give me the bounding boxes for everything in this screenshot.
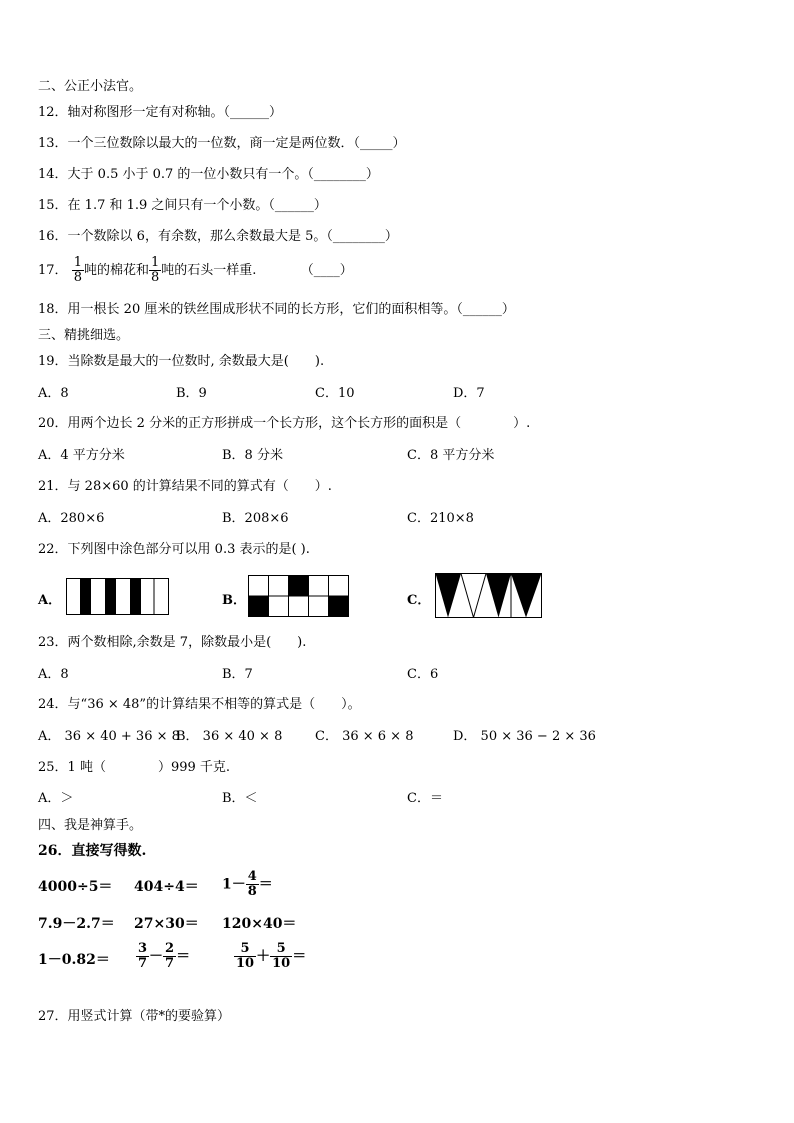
question-23-stem: 23．两个数相除,余数是 7，除数最小是( ). <box>38 635 307 650</box>
q17-number: 17． <box>38 263 68 278</box>
q26-r3c2-num2: 2 <box>165 941 175 956</box>
q26-item-27-times-30: 27×30＝ <box>134 916 199 932</box>
q26-r3c2-den2: 7 <box>165 956 175 971</box>
q23-option-a: A．8 <box>38 667 69 682</box>
q26-r3c2-fraction-2 <box>163 942 176 971</box>
question-20-stem: 20．用两个边长 2 分米的正方形拼成一个长方形，这个长方形的面积是（ ）. <box>38 416 531 431</box>
q21-option-c: C．210×8 <box>407 511 474 526</box>
question-25-stem: 25．1 吨（ ）999 千克. <box>38 760 231 775</box>
question-24-stem: 24．与“36 × 48”的计算结果不相等的算式是（ ）。 <box>38 697 361 712</box>
q24-option-d: D． 50 × 36 − 2 × 36 <box>453 729 596 744</box>
q26-r1c3-fraction <box>246 870 259 899</box>
q17-frac1-denominator: 8 <box>73 270 82 285</box>
q22-figure-c <box>435 573 542 622</box>
q26-r3c2-equals: ＝ <box>176 948 191 965</box>
q17-answer-blank: （____） <box>300 263 353 278</box>
q26-r1c3-den: 8 <box>247 884 257 899</box>
q17-fraction-1 <box>72 256 84 285</box>
q26-r3c2-operator: － <box>149 948 164 965</box>
q26-item-5-10-plus-5-10 <box>234 942 306 971</box>
question-19-stem: 19．当除数是最大的一位数时, 余数最大是( ). <box>38 354 325 369</box>
question-12: 12．轴对称图形一定有对称轴。（______） <box>38 105 283 120</box>
q21-option-b: B．208×6 <box>222 511 289 526</box>
question-17 <box>38 256 353 285</box>
q22-label-a: A． <box>38 593 62 608</box>
question-26-title: 26．直接写得数. <box>38 843 147 859</box>
q26-r1c3-equals: ＝ <box>258 876 273 893</box>
q17-fraction-2 <box>149 256 161 285</box>
q17-frac2-denominator: 8 <box>150 270 160 285</box>
question-15: 15．在 1.7 和 1.9 之间只有一个小数。（______） <box>38 198 327 213</box>
q19-option-b: B．9 <box>176 386 207 401</box>
q25-option-a: A．＞ <box>38 791 74 806</box>
q26-item-3-7-minus-2-7 <box>136 942 190 971</box>
q26-item-120-times-40: 120×40＝ <box>222 916 297 932</box>
q22-label-b: B． <box>222 593 246 608</box>
question-13: 13．一个三位数除以最大的一位数，商一定是两位数．（_____） <box>38 136 406 151</box>
q19-option-d: D．7 <box>453 386 485 401</box>
q22-label-c: C． <box>407 593 431 608</box>
q26-r3c3-den2: 10 <box>272 956 291 971</box>
section-three-title: 三、精挑细选。 <box>38 328 130 343</box>
q26-item-4000-div-5: 4000÷5＝ <box>38 879 113 895</box>
q21-option-a: A．280×6 <box>38 511 105 526</box>
q23-option-b: B．7 <box>222 667 253 682</box>
q17-frac1-numerator: 1 <box>73 255 82 270</box>
q19-option-a: A．8 <box>38 386 69 401</box>
q26-item-7-9-minus-2-7: 7.9－2.7＝ <box>38 916 115 932</box>
section-two-title: 二、公正小法官。 <box>38 79 143 94</box>
q23-option-c: C．6 <box>407 667 439 682</box>
q19-option-c: C．10 <box>315 386 355 401</box>
q26-item-404-div-4: 404÷4＝ <box>134 879 199 895</box>
question-22-stem: 22．下列图中涂色部分可以用 0.3 表示的是( ). <box>38 542 310 557</box>
q25-option-b: B．＜ <box>222 791 258 806</box>
q26-r3c3-den1: 10 <box>236 956 255 971</box>
q17-middle-text: 吨的棉花和 <box>83 263 149 278</box>
q26-r3c2-den1: 7 <box>138 956 148 971</box>
section-four-title: 四、我是神算手。 <box>38 818 143 833</box>
q22-figure-b <box>248 575 349 621</box>
q26-r3c3-fraction-1 <box>234 942 256 971</box>
q26-item-1-minus-0-82: 1－0.82＝ <box>38 952 110 968</box>
question-16: 16．一个数除以 6，有余数，那么余数最大是 5。（________） <box>38 229 398 244</box>
q26-r3c3-num1: 5 <box>234 942 256 957</box>
q24-option-b: B． 36 × 40 × 8 <box>176 729 283 744</box>
q17-frac2-numerator: 1 <box>150 255 160 270</box>
q26-r3c3-operator: ＋ <box>256 948 271 965</box>
question-21-stem: 21．与 28×60 的计算结果不同的算式有（ ）. <box>38 479 332 494</box>
q20-option-b: B．8 分米 <box>222 448 283 463</box>
q24-option-a: A． 36 × 40 + 36 × 8 <box>38 729 180 744</box>
q25-option-c: C．＝ <box>407 791 443 806</box>
q20-option-a: A．4 平方分米 <box>38 448 125 463</box>
q26-r3c3-num2: 5 <box>270 942 292 957</box>
q26-r3c3-fraction-2 <box>270 942 292 971</box>
q22-figure-a <box>66 578 169 619</box>
q26-r3c2-num1: 3 <box>138 941 148 956</box>
question-18: 18．用一根长 20 厘米的铁丝围成形状不同的长方形，它们的面积相等。（______） <box>38 302 515 317</box>
q26-r3c3-equals: ＝ <box>292 948 307 965</box>
question-14: 14．大于 0.5 小于 0.7 的一位小数只有一个。（________） <box>38 167 379 182</box>
q26-r1c3-prefix: 1－ <box>222 876 246 893</box>
q20-option-c: C．8 平方分米 <box>407 448 495 463</box>
q26-r1c3-num: 4 <box>247 869 257 884</box>
q26-r3c2-fraction-1 <box>136 942 149 971</box>
q17-tail-text: 吨的石头一样重. <box>161 263 257 278</box>
q24-option-c: C． 36 × 6 × 8 <box>315 729 414 744</box>
q26-item-1-minus-4-8 <box>222 870 273 899</box>
question-27: 27．用竖式计算（带*的要验算） <box>38 1009 231 1024</box>
